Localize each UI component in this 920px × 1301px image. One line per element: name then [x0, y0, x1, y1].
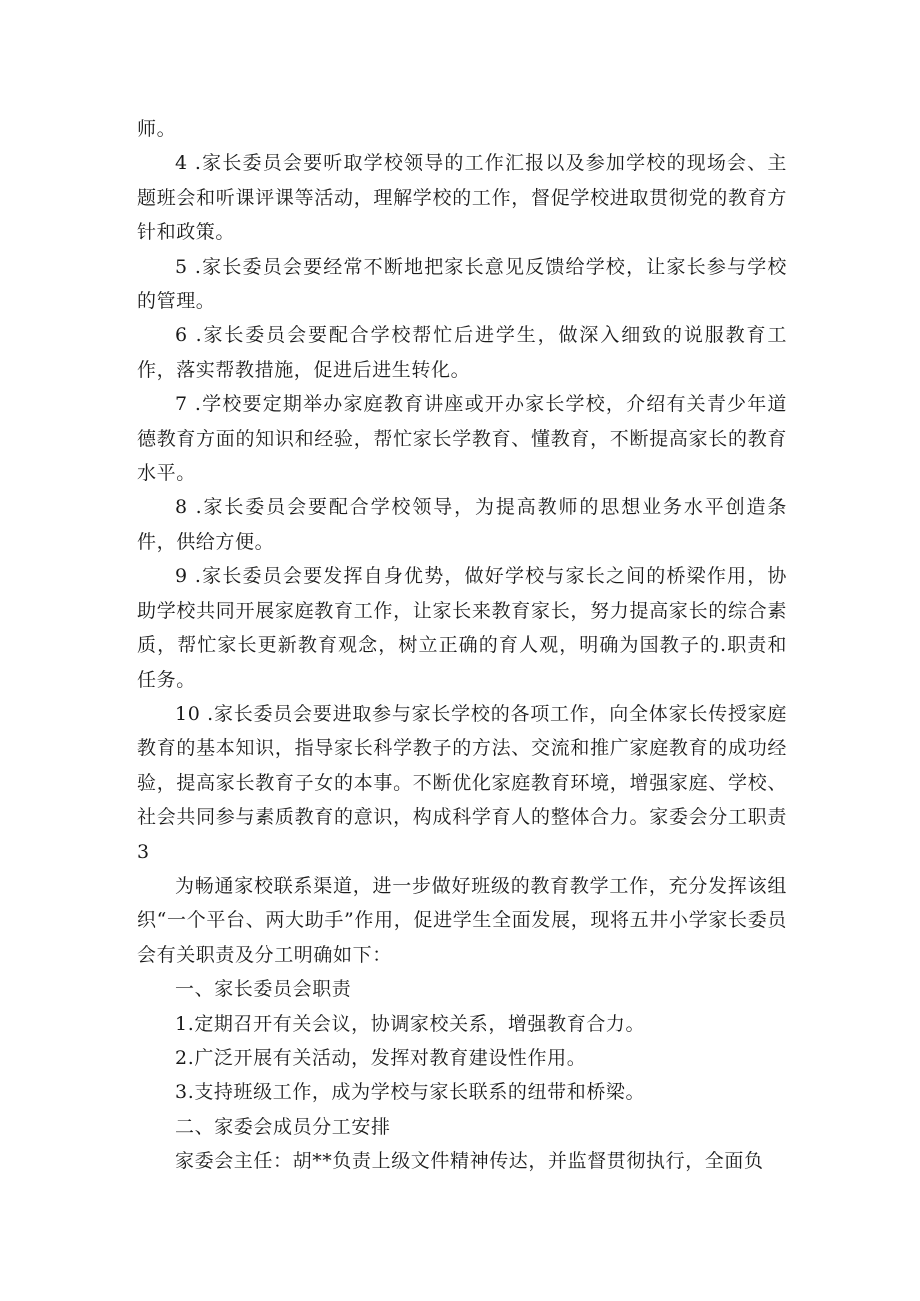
- section-heading-assignments: 二、家委会成员分工安排: [175, 1115, 391, 1138]
- duty-item-2: 2.广泛开展有关活动，发挥对教育建设性作用。: [175, 1046, 587, 1069]
- paragraph-item-5: 5 .家长委员会要经常不断地把家长意见反馈给学校，让家长参与学校的管理。: [137, 255, 787, 313]
- section-heading-duties: 一、家长委员会职责: [175, 978, 352, 1001]
- paragraph-item-8: 8 .家长委员会要配合学校领导，为提高教师的思想业务水平创造条件，供给方便。: [137, 496, 787, 553]
- paragraph-item-10: 10 .家长委员会要进取参与家长学校的各项工作，向全体家长传授家庭教育的基本知识，指导家长科学教子的方法、交流和推广家庭教育的成功经验，提高家长教育子女的本事。不断优化家庭教育环境，增强家庭、学校、社会共同参与素质教育的意识，构成科学育人的整体合力。家委会分工职责3: [137, 702, 787, 863]
- duty-item-3: 3.支持班级工作，成为学校与家长联系的纽带和桥梁。: [175, 1081, 646, 1104]
- paragraph-item-4: 4 .家长委员会要听取学校领导的工作汇报以及参加学校的现场会、主题班会和听课评课等活动，理解学校的工作，督促学校进取贯彻党的教育方针和政策。: [137, 152, 787, 244]
- paragraph-item-7: 7 .学校要定期举办家庭教育讲座或开办家长学校，介绍有关青少年道德教育方面的知识和经验，帮忙家长学教育、懂教育，不断提高家长的教育水平。: [137, 393, 787, 485]
- paragraph-chair: 家委会主任：胡**负责上级文件精神传达，并监督贯彻执行，全面负: [175, 1150, 764, 1173]
- paragraph-item-6: 6 .家长委员会要配合学校帮忙后进学生，做深入细致的说服教育工作，落实帮教措施，促进后进生转化。: [137, 324, 787, 381]
- paragraph-intro: 为畅通家校联系渠道，进一步做好班级的教育教学工作，充分发挥该组织“一个平台、两大助手”作用，促进学生全面发展，现将五井小学家长委员会有关职责及分工明确如下：: [137, 874, 787, 966]
- duty-item-1: 1.定期召开有关会议，协调家校关系，增强教育合力。: [175, 1012, 646, 1035]
- paragraph-item-9: 9 .家长委员会要发挥自身优势，做好学校与家长之间的桥梁作用，协助学校共同开展家庭教育工作，让家长来教育家长，努力提高家长的综合素质，帮忙家长更新教育观念，树立正确的育人观，明确为国教子的.职责和任务。: [137, 565, 787, 691]
- paragraph-continuation: 师。: [137, 118, 177, 140]
- document-body: [137, 112, 787, 1179]
